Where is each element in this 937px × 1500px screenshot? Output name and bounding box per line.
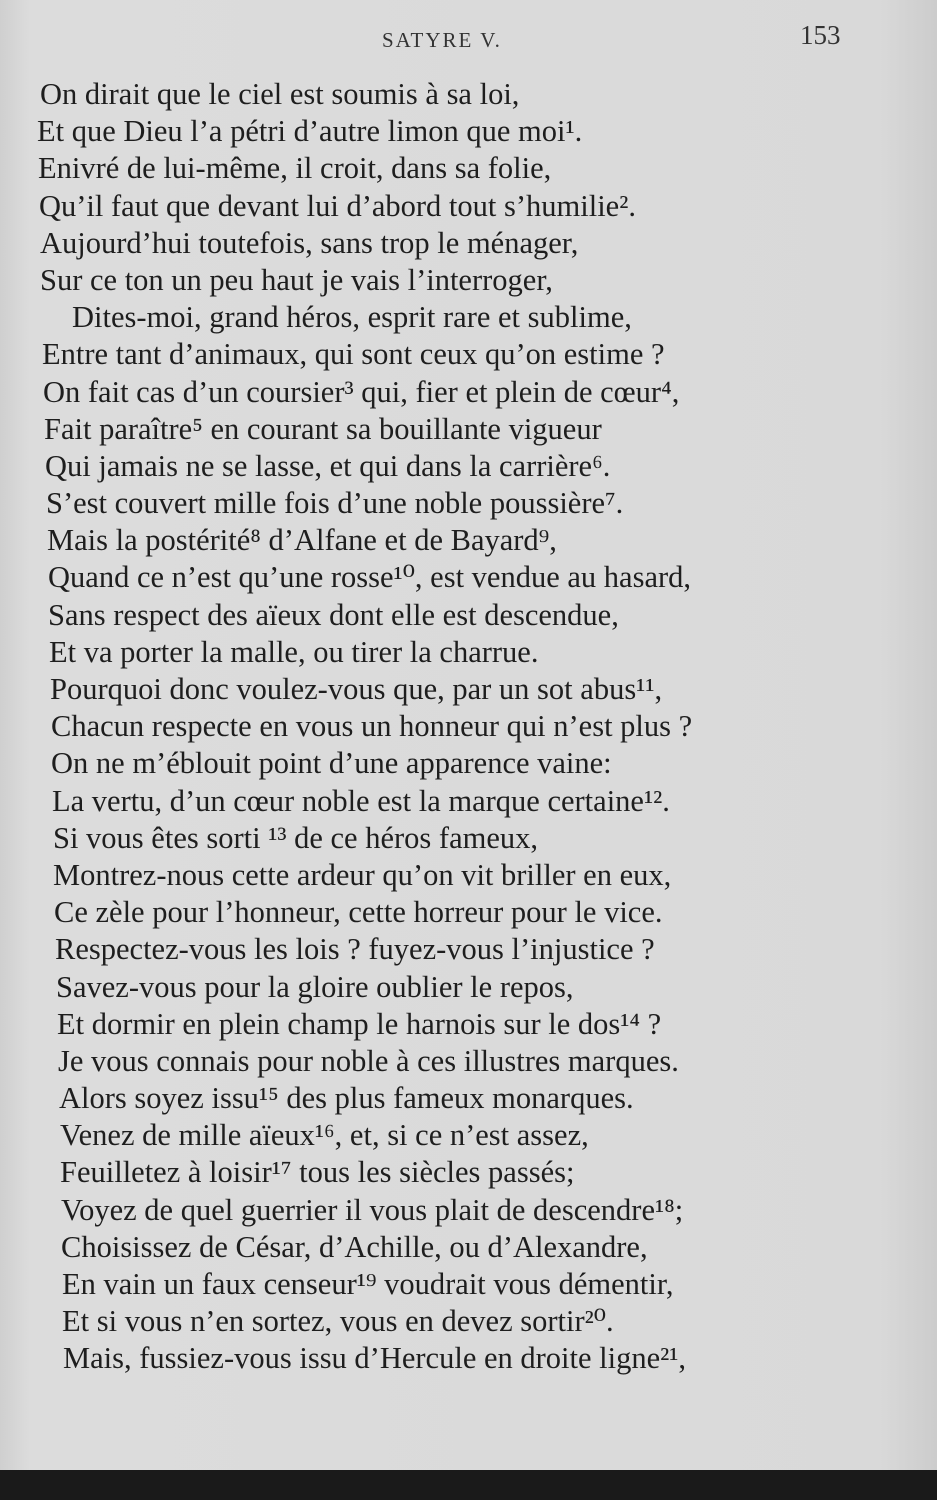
verse-line: Entre tant d’animaux, qui sont ceux qu’on estime ? xyxy=(42,337,665,372)
running-head: SATYRE V. xyxy=(382,28,502,52)
verse-line: Enivré de lui-même, il croit, dans sa folie, xyxy=(38,151,552,186)
verse-line: Respectez-vous les lois ? fuyez-vous l’injustice ? xyxy=(55,932,655,967)
page-header xyxy=(0,20,937,60)
page-number: 153 xyxy=(800,20,841,50)
verse-line: Quand ce n’est qu’une rosse¹⁰, est vendue au hasard, xyxy=(48,560,692,595)
verse-line: Et si vous n’en sortez, vous en devez sortir²⁰. xyxy=(62,1304,614,1339)
verse-line: On fait cas d’un coursier³ qui, fier et plein de cœur⁴, xyxy=(43,374,680,409)
verse-line: Et dormir en plein champ le harnois sur le dos¹⁴ ? xyxy=(57,1006,662,1041)
verse-line: Mais la postérité⁸ d’Alfane et de Bayard⁹, xyxy=(47,523,557,558)
verse-line: S’est couvert mille fois d’une noble poussière⁷. xyxy=(46,486,624,521)
verse-line: Qui jamais ne se lasse, et qui dans la carrière⁶. xyxy=(45,448,611,483)
verse-line: Chacun respecte en vous un honneur qui n’est plus ? xyxy=(51,709,693,744)
verse-line: Savez-vous pour la gloire oublier le repos, xyxy=(56,969,574,1004)
verse-line: Pourquoi donc voulez-vous que, par un sot abus¹¹, xyxy=(50,672,663,706)
verse-line: Mais, fussiez-vous issu d’Hercule en droite ligne²¹, xyxy=(63,1341,687,1376)
verse-line: Feuilletez à loisir¹⁷ tous les siècles passés; xyxy=(60,1155,575,1190)
verse-line: Choisissez de César, d’Achille, ou d’Alexandre, xyxy=(61,1229,648,1264)
verse-line: Et va porter la malle, ou tirer la charrue. xyxy=(49,634,539,669)
verse-line: Montrez-nous cette ardeur qu’on vit briller en eux, xyxy=(53,857,672,892)
verse-line: Sur ce ton un peu haut je vais l’interroger, xyxy=(40,262,553,297)
verse-line: Fait paraître⁵ en courant sa bouillante vigueur xyxy=(44,411,602,446)
verse-line: Et que Dieu l’a pétri d’autre limon que moi¹. xyxy=(37,114,583,149)
poem-text xyxy=(37,76,900,1378)
verse-line: Je vous connais pour noble à ces illustres marques. xyxy=(58,1043,679,1078)
verse-line: Dites-moi, grand héros, esprit rare et sublime, xyxy=(72,300,632,335)
verse-line: Aujourd’hui toutefois, sans trop le ménager, xyxy=(40,225,579,260)
verse-line: On dirait que le ciel est soumis à sa loi, xyxy=(40,77,520,111)
verse-line: Ce zèle pour l’honneur, cette horreur pour le vice. xyxy=(54,895,663,930)
scan-bottom-edge xyxy=(0,1470,937,1500)
verse-line: En vain un faux censeur¹⁹ voudrait vous démentir, xyxy=(62,1267,674,1301)
verse-line: La vertu, d’un cœur noble est la marque certaine¹². xyxy=(52,783,670,818)
verse-line: Si vous êtes sorti ¹³ de ce héros fameux, xyxy=(53,820,538,855)
verse-line: Qu’il faut que devant lui d’abord tout s’humilie². xyxy=(39,188,636,223)
verse-line: Sans respect des aïeux dont elle est descendue, xyxy=(48,597,619,632)
verse-line: Venez de mille aïeux¹⁶, et, si ce n’est assez, xyxy=(60,1118,589,1153)
verse-line: Voyez de quel guerrier il vous plait de descendre¹⁸; xyxy=(61,1192,684,1227)
verse-line: Alors soyez issu¹⁵ des plus fameux monarques. xyxy=(59,1081,634,1116)
verse-line: On ne m’éblouit point d’une apparence vaine: xyxy=(51,746,612,781)
